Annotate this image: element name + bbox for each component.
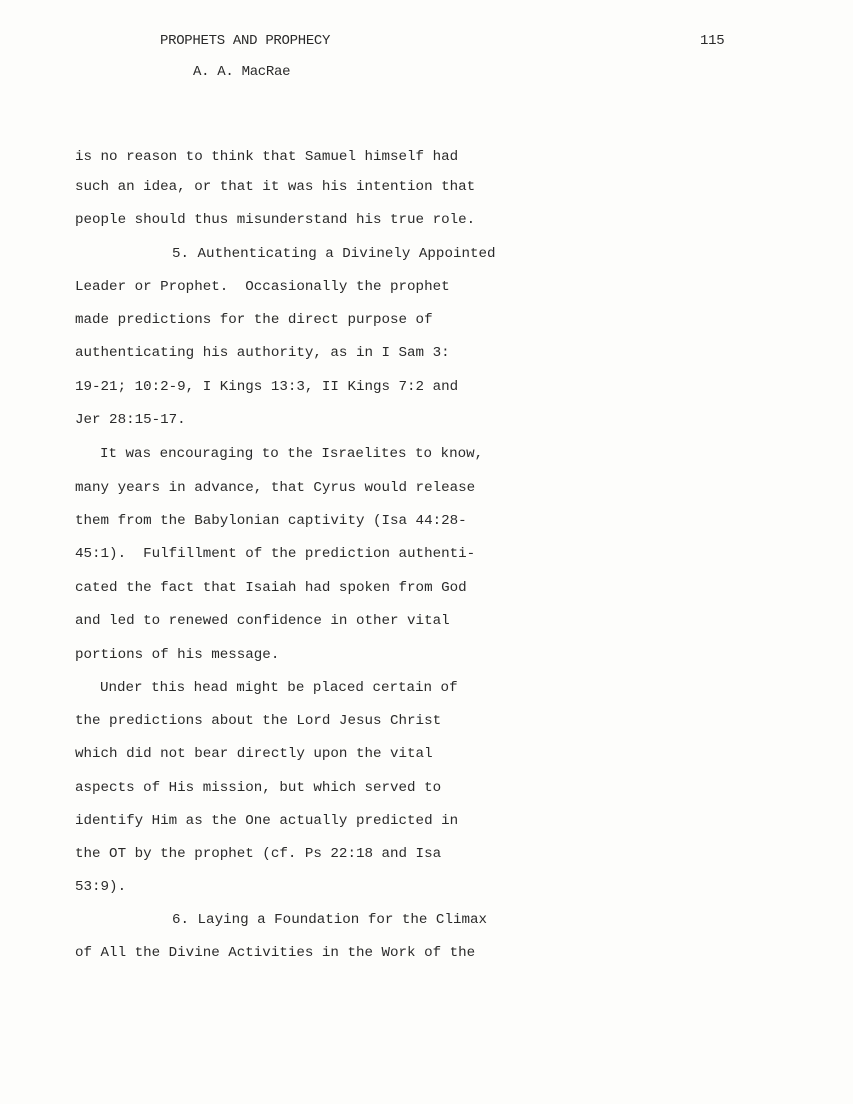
body-line: aspects of His mission, but which served to (75, 780, 442, 796)
author-name: A. A. MacRae (193, 64, 291, 80)
body-line: made predictions for the direct purpose of (75, 312, 433, 328)
body-line: 19-21; 10:2-9, I Kings 13:3, II Kings 7:2 and (75, 379, 459, 395)
body-line: such an idea, or that it was his intention that (75, 179, 476, 195)
body-line: portions of his message. (75, 647, 280, 663)
body-line: identify Him as the One actually predicted in (75, 813, 459, 829)
page-number: 115 (700, 33, 725, 49)
body-line: Under this head might be placed certain of (100, 680, 458, 696)
body-line: 53:9). (75, 879, 127, 895)
body-line: them from the Babylonian captivity (Isa 44:28- (75, 513, 467, 529)
running-title: PROPHETS AND PROPHECY (160, 33, 331, 49)
body-line: the OT by the prophet (cf. Ps 22:18 and Isa (75, 846, 442, 862)
body-line: and led to renewed confidence in other vital (75, 613, 450, 629)
body-line: cated the fact that Isaiah had spoken from God (75, 580, 467, 596)
body-line: It was encouraging to the Israelites to know, (100, 446, 484, 462)
body-line: 6. Laying a Foundation for the Climax (172, 912, 488, 928)
body-line: is no reason to think that Samuel himself had (75, 149, 459, 165)
body-line: of All the Divine Activities in the Work of the (75, 945, 476, 961)
body-line: 5. Authenticating a Divinely Appointed (172, 246, 496, 262)
body-line: Leader or Prophet. Occasionally the prophet (75, 279, 450, 295)
body-line: Jer 28:15-17. (75, 412, 186, 428)
body-line: 45:1). Fulfillment of the prediction authenti- (75, 546, 476, 562)
body-line: authenticating his authority, as in I Sam 3: (75, 345, 450, 361)
body-line: people should thus misunderstand his true role. (75, 212, 476, 228)
body-line: which did not bear directly upon the vital (75, 746, 433, 762)
body-line: many years in advance, that Cyrus would release (75, 480, 476, 496)
body-line: the predictions about the Lord Jesus Christ (75, 713, 442, 729)
